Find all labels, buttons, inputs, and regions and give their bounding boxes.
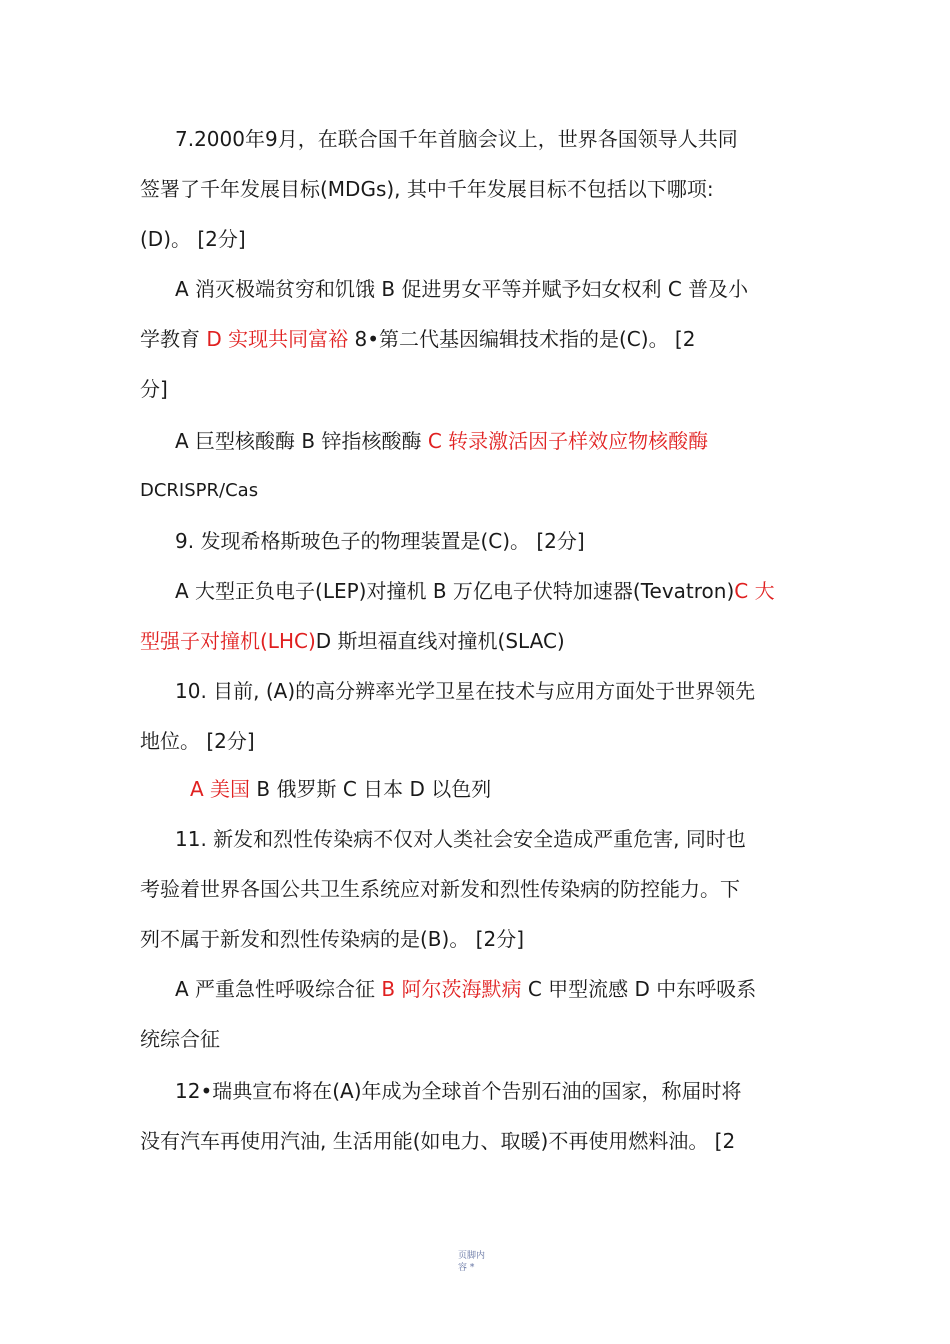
page-footer: [458, 1250, 485, 1274]
q11-line-3: 列不属于新发和烈性传染病的是(B)。 [2分]: [140, 927, 525, 951]
q9-options-2: 型强子对撞机(LHC)D 斯坦福直线对撞机(SLAC): [140, 629, 565, 653]
q10-answer: A 美国: [190, 777, 251, 801]
q8-options-1: A 巨型核酸酶 B 锌指核酸酶 C 转录激活因子样效应物核酸酶: [175, 429, 709, 453]
q8-options-2: DCRISPR/Cas: [140, 480, 259, 501]
q7-line-1: 7.2000年9月，在联合国千年首脑会议上，世界各国领导人共同: [175, 127, 738, 151]
q11-line-1: 11. 新发和烈性传染病不仅对人类社会安全造成严重危害, 同时也: [175, 827, 746, 851]
q8-line-2: 分]: [140, 377, 168, 401]
q9-options-1: A 大型正负电子(LEP)对撞机 B 万亿电子伏特加速器(Tevatron)C 大: [175, 579, 775, 603]
q11-line-2: 考验着世界各国公共卫生系统应对新发和烈性传染病的防控能力。下: [140, 877, 740, 901]
q7-line-3: (D)。 [2分]: [140, 227, 246, 251]
q8-answer: C 转录激活因子样效应物核酸酶: [427, 429, 709, 453]
q7-options-2: 学教育 D 实现共同富裕 8•第二代基因编辑技术指的是(C)。 [2: [140, 327, 696, 351]
q11-options-1: A 严重急性呼吸综合征 B 阿尔茨海默病 C 甲型流感 D 中东呼吸系: [175, 977, 757, 1001]
footer-line-1: 页脚内: [458, 1251, 486, 1261]
q7-answer: D 实现共同富裕: [206, 327, 349, 351]
q10-line-2: 地位。 [2分]: [140, 729, 255, 753]
q11-answer: B 阿尔茨海默病: [381, 977, 522, 1001]
q7-line-2: 签署了千年发展目标(MDGs), 其中千年发展目标不包括以下哪项:: [140, 177, 714, 201]
q9-line-1: 9. 发现希格斯玻色子的物理装置是(C)。 [2分]: [175, 529, 585, 553]
q10-line-1: 10. 目前, (A)的高分辨率光学卫星在技术与应用方面处于世界领先: [175, 679, 756, 703]
q12-line-1: 12•瑞典宣布将在(A)年成为全球首个告别石油的国家，称届时将: [175, 1079, 742, 1103]
footer-line-2: 容 *: [458, 1263, 475, 1273]
q7-options-1: A 消灭极端贫穷和饥饿 B 促进男女平等并赋予妇女权利 C 普及小: [175, 277, 749, 301]
q11-options-2: 统综合征: [140, 1027, 220, 1051]
q12-line-2: 没有汽车再使用汽油, 生活用能(如电力、取暖)不再使用燃料油。 [2: [140, 1129, 736, 1153]
q10-options: A 美国 B 俄罗斯 C 日本 D 以色列: [190, 777, 492, 801]
q9-answer: 型强子对撞机(LHC): [140, 629, 316, 653]
